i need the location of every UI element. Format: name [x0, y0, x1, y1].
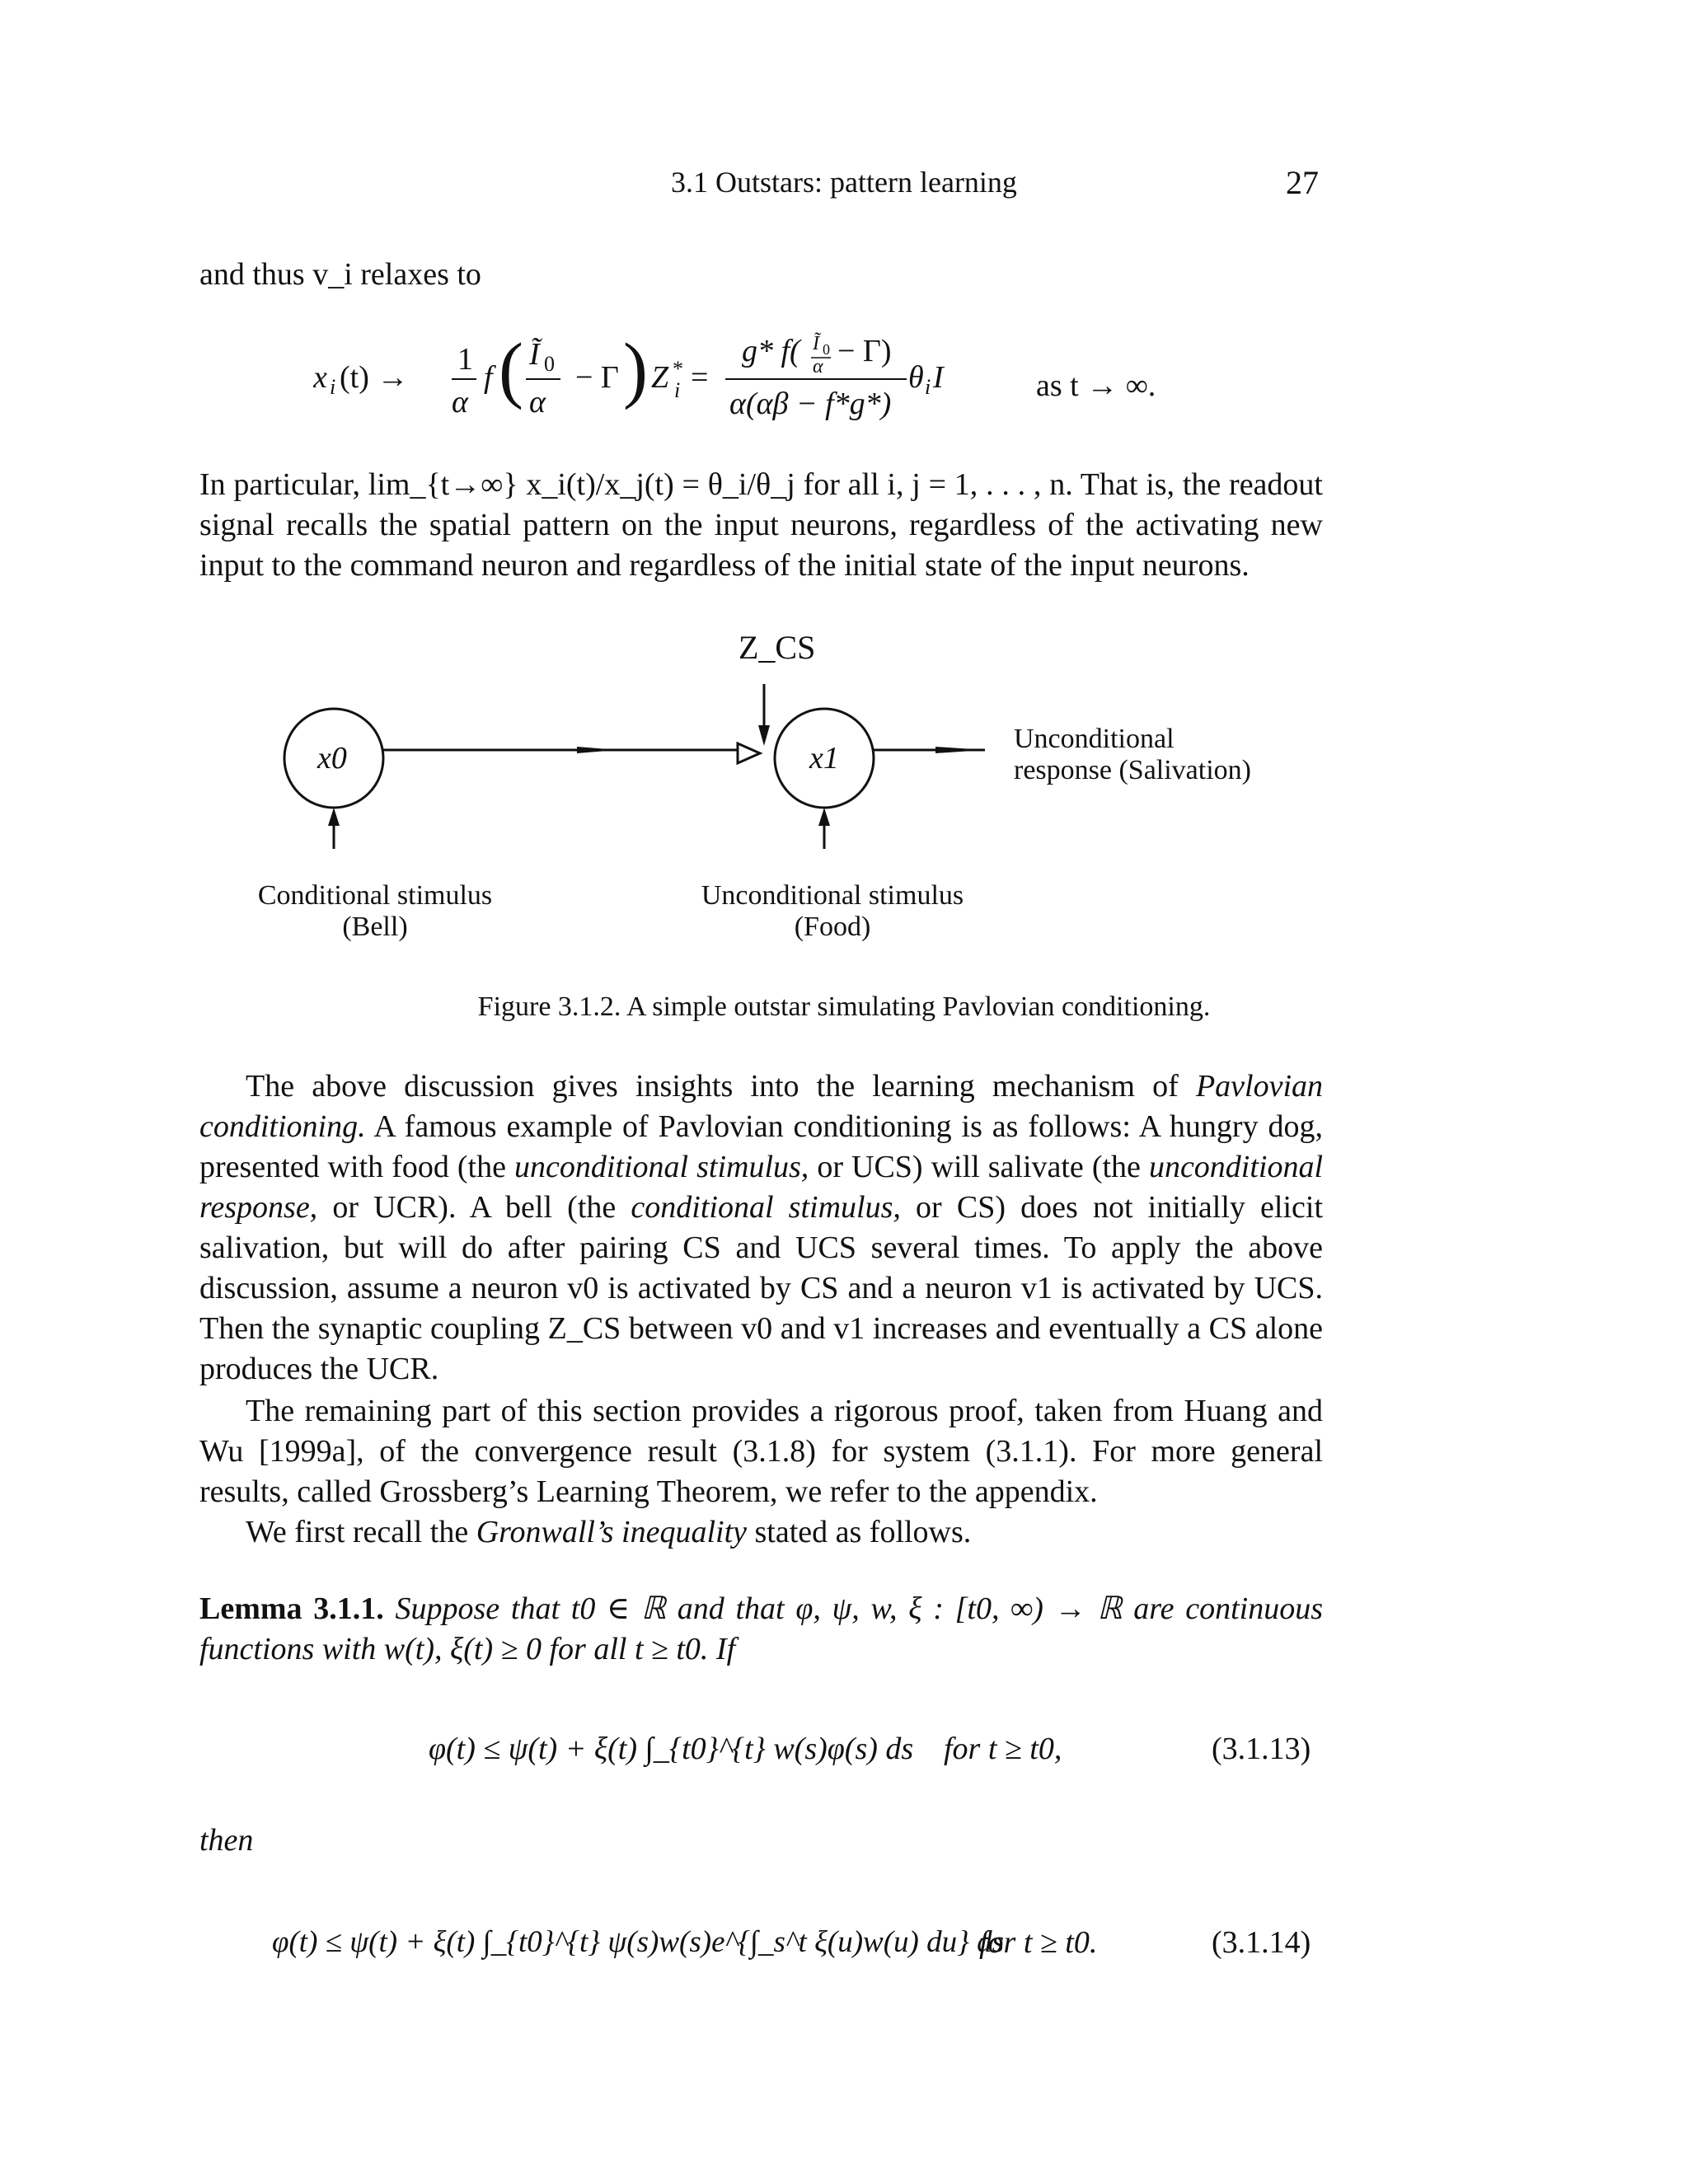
svg-text:θ: θ [908, 360, 924, 395]
gronwall-em: Gronwall’s inequality [476, 1515, 747, 1549]
svg-text:0: 0 [544, 352, 555, 376]
input0-label-line1: Conditional stimulus [257, 880, 493, 911]
equation-relax-condition: as t → ∞. [1036, 368, 1156, 403]
figure-caption: Figure 3.1.2. A simple outstar simulating Pavlovian conditioning. [477, 991, 1211, 1022]
particular-lead: In particular, lim_{t→∞} x_i(t)/x_j(t) = θ_i/θ_j for all i, j = 1, . . . , n. [199, 467, 1073, 502]
connection-arrowhead [577, 747, 618, 753]
svg-text:α: α [452, 385, 468, 419]
svg-text:α(αβ − f*g*): α(αβ − f*g*) [729, 387, 892, 421]
svg-text:1: 1 [457, 342, 473, 377]
pavlov-p5: or CS) does not initially elicit salivation, but will do after pairing CS and UCS several times. To apply the above discussion, assume a neuron v0 is activated by CS and a neuron v1 is activated by UCS. Then the synaptic coupling Z_CS between v0 and v1 increases and eventually a CS alone produces the UCR. [199, 1190, 1324, 1386]
equation-14-body: φ(t) ≤ ψ(t) + ξ(t) ∫_{t0}^{t} ψ(s)w(s)e^{∫_s^t ξ(u)w(u) du} ds [272, 1925, 1005, 1959]
pavlov-p2: A famous example of Pavlovian conditioning is as follows: A hungry dog, presented with food (the [199, 1109, 1323, 1184]
input1-label-line1: Unconditional stimulus [701, 880, 964, 911]
svg-text:α: α [529, 385, 546, 419]
equation-13-body: φ(t) ≤ ψ(t) + ξ(t) ∫_{t0}^{t} w(s)φ(s) ds [429, 1732, 914, 1766]
coupling-arrowhead [758, 725, 770, 746]
input1-arrowhead [818, 808, 830, 826]
svg-text:Z: Z [651, 360, 669, 395]
intro-text: and thus v_i relaxes to [199, 257, 481, 292]
node-x1-label: x1 [809, 741, 839, 776]
particular-rest: That is, the readout signal recalls the spatial pattern on the input neurons, regardless of the activating new input to the command neuron and regardless of the initial state of the input neurons. [199, 467, 1323, 583]
page-number: 27 [1286, 164, 1319, 201]
svg-text:i: i [925, 375, 931, 399]
svg-text:=: = [691, 360, 709, 395]
running-title: 3.1 Outstars: pattern learning [671, 166, 1017, 199]
pavlov-p4: or UCR). A bell (the [332, 1190, 617, 1225]
paragraph-pavlov [199, 1066, 1323, 1553]
svg-text:− Γ): − Γ) [837, 334, 892, 368]
svg-text:Ĩ: Ĩ [813, 333, 819, 354]
output-arrowhead [935, 747, 985, 753]
pavlov-p1-em: Pavlovian conditioning. [199, 1069, 1323, 1144]
coupling-label: Z_CS [738, 629, 816, 666]
output-label [1014, 724, 1251, 786]
equation-14-condition: for t ≥ t0. [979, 1925, 1098, 1960]
svg-text:(: ( [499, 329, 523, 410]
equation-13-number: (3.1.13) [1212, 1732, 1311, 1766]
svg-text:*: * [673, 357, 683, 381]
lemma-statement: Suppose that t0 ∈ ℝ and that φ, ψ, w, ξ : [t0, ∞) → ℝ are continuous functions with w(t), ξ(t) ≥ 0 for all t ≥ t0. If [199, 1591, 1323, 1666]
intro-line [199, 255, 481, 293]
pavlov-p3: or UCS) will salivate (the [817, 1150, 1141, 1184]
svg-text:(t) →: (t) → [340, 360, 409, 395]
svg-text:f: f [484, 360, 493, 395]
equation-14-number: (3.1.14) [1212, 1925, 1311, 1960]
remaining-text: The remaining part of this section provides a rigorous proof, taken from Huang and Wu [1999a], of the convergence result (3.1.8) for system (3.1.1). For more general results, called Grossberg’s Learning Theorem, we refer to the appendix. [199, 1394, 1323, 1509]
svg-text:i: i [674, 378, 681, 402]
synapse-triangle [738, 743, 760, 763]
then-word: then [199, 1823, 254, 1858]
svg-text:0: 0 [823, 341, 830, 358]
pavlov-p2-em: unconditional stimulus, [513, 1150, 809, 1184]
input1-label [676, 880, 989, 943]
gronwall-text: We first recall the [246, 1515, 469, 1549]
svg-text:i: i [330, 375, 336, 399]
paragraph-particular [199, 465, 1323, 586]
svg-text:): ) [623, 329, 648, 410]
output-label-line2: response (Salivation) [1014, 755, 1251, 785]
node-x0-label: x0 [317, 741, 347, 776]
equation-13-condition: for t ≥ t0, [944, 1732, 1062, 1766]
pavlov-p1: The above discussion gives insights into the learning mechanism of [246, 1069, 1179, 1104]
input0-arrowhead [328, 808, 340, 826]
input0-label-line2: (Bell) [342, 912, 408, 942]
pavlov-p3-em: unconditional response, [199, 1150, 1324, 1225]
input0-label [231, 880, 519, 943]
svg-text:α: α [813, 356, 823, 377]
pavlov-p4-em: conditional stimulus, [631, 1190, 901, 1225]
svg-text:− Γ: − Γ [575, 360, 619, 395]
output-label-line1: Unconditional [1014, 724, 1175, 754]
svg-text:Ĩ: Ĩ [529, 337, 540, 372]
svg-text:x: x [313, 360, 327, 395]
lemma-block [199, 1589, 1323, 1670]
lemma-label: Lemma 3.1.1. [199, 1591, 384, 1626]
svg-text:I: I [933, 360, 944, 395]
input1-label-line2: (Food) [794, 912, 871, 942]
gronwall-tail: stated as follows. [754, 1515, 972, 1549]
svg-text:g* f(: g* f( [742, 334, 800, 368]
